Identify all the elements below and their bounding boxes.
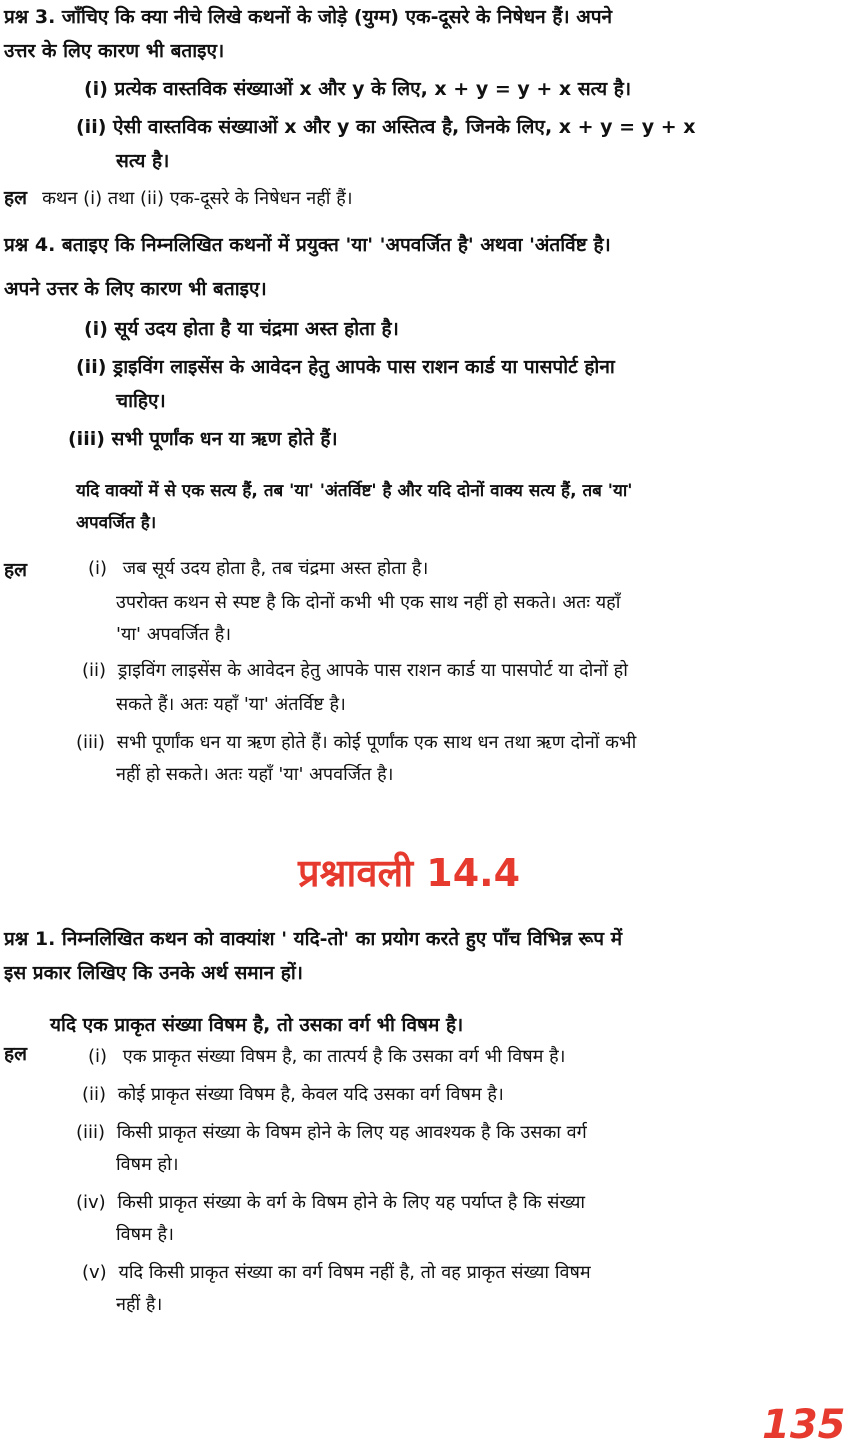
item-number: (i) bbox=[84, 318, 108, 340]
item-text: एक प्राकृत संख्या विषम है, का तात्पर्य है कि उसका वर्ग भी विषम है। bbox=[122, 1046, 566, 1067]
q4-item-1 bbox=[84, 314, 399, 344]
item-number: (iii) bbox=[76, 1122, 106, 1143]
item-text: यदि किसी प्राकृत संख्या का वर्ग विषम नहीं है, तो वह प्राकृत संख्या विषम bbox=[118, 1262, 591, 1283]
q4-solution-1-line2: उपरोक्त कथन से स्पष्ट है कि दोनों कभी भी एक साथ नहीं हो सकते। अतः यहाँ bbox=[116, 592, 621, 613]
item-number: (ii) bbox=[76, 356, 107, 378]
q4-item-2 bbox=[76, 352, 615, 382]
q4-note-line2: अपवर्जित है। bbox=[76, 513, 157, 533]
q4-solution-2-line2: सकते हैं। अतः यहाँ 'या' अंतर्विष्ट है। bbox=[116, 694, 346, 715]
e1-line1 bbox=[4, 924, 622, 954]
q3-line1 bbox=[4, 2, 612, 32]
solution-text: कथन (i) तथा (ii) एक-दूसरे के निषेधन नहीं हैं। bbox=[42, 188, 353, 209]
q3-text-line2: उत्तर के लिए कारण भी बताइए। bbox=[4, 40, 225, 62]
q3-item-2-line2: सत्य है। bbox=[116, 150, 170, 172]
item-number: (i) bbox=[84, 78, 108, 100]
q3-label: प्रश्न 3. bbox=[4, 6, 56, 28]
e1-solution-3 bbox=[76, 1118, 587, 1148]
item-text: जब सूर्य उदय होता है, तब चंद्रमा अस्त होता है। bbox=[122, 558, 429, 579]
item-number: (i) bbox=[88, 558, 108, 579]
item-number: (iii) bbox=[76, 732, 106, 753]
item-text: कोई प्राकृत संख्या विषम है, केवल यदि उसका वर्ग विषम है। bbox=[117, 1084, 504, 1105]
item-text: किसी प्राकृत संख्या के वर्ग के विषम होने के लिए यह पर्याप्त है कि संख्या bbox=[117, 1192, 586, 1213]
q4-label: प्रश्न 4. bbox=[4, 234, 56, 256]
q4-solution-1-line3: 'या' अपवर्जित है। bbox=[116, 624, 232, 645]
item-number: (ii) bbox=[82, 1084, 107, 1105]
e1-label: प्रश्न 1. bbox=[4, 928, 56, 950]
item-text: ड्राइविंग लाइसेंस के आवेदन हेतु आपके पास राशन कार्ड या पासपोर्ट होना bbox=[113, 356, 615, 378]
item-number: (v) bbox=[82, 1262, 107, 1283]
item-text: ऐसी वास्तविक संख्याओं x और y का अस्तित्व है, जिनके लिए, x + y = y + x bbox=[113, 116, 696, 138]
q3-item-1 bbox=[84, 74, 631, 104]
q3-item-2 bbox=[76, 112, 696, 142]
item-text: किसी प्राकृत संख्या के विषम होने के लिए यह आवश्यक है कि उसका वर्ग bbox=[116, 1122, 587, 1143]
q4-solution-3 bbox=[76, 728, 636, 758]
solution-label: हल bbox=[4, 187, 27, 209]
q3-text-line1: जाँचिए कि क्या नीचे लिखे कथनों के जोड़े (युग्म) एक-दूसरे के निषेधन हैं। अपने bbox=[61, 6, 613, 28]
q4-solution-label: हल bbox=[4, 559, 27, 581]
q3-solution bbox=[4, 184, 353, 214]
q4-solution-2 bbox=[82, 656, 628, 686]
q4-line1 bbox=[4, 230, 611, 260]
item-text: प्रत्येक वास्तविक संख्याओं x और y के लिए, x + y = y + x सत्य है। bbox=[114, 78, 632, 100]
e1-solution-4-line2: विषम है। bbox=[116, 1224, 174, 1245]
item-number: (ii) bbox=[76, 116, 107, 138]
item-number: (i) bbox=[88, 1046, 108, 1067]
e1-text-line1: निम्नलिखित कथन को वाक्यांश ' यदि-तो' का प्रयोग करते हुए पाँच विभिन्न रूप में bbox=[61, 928, 623, 950]
e1-text-line2: इस प्रकार लिखिए कि उनके अर्थ समान हों। bbox=[4, 962, 303, 984]
item-number: (iii) bbox=[68, 428, 105, 450]
q4-item-2-line2: चाहिए। bbox=[116, 390, 166, 412]
item-text: ड्राइविंग लाइसेंस के आवेदन हेतु आपके पास राशन कार्ड या पासपोर्ट या दोनों हो bbox=[117, 660, 628, 681]
item-number: (ii) bbox=[82, 660, 107, 681]
item-number: (iv) bbox=[76, 1192, 106, 1213]
e1-statement: यदि एक प्राकृत संख्या विषम है, तो उसका वर्ग भी विषम है। bbox=[50, 1014, 464, 1036]
q4-solution-1 bbox=[88, 554, 428, 584]
e1-solution-4 bbox=[76, 1188, 585, 1218]
item-text: सभी पूर्णांक धन या ऋण होते हैं। bbox=[111, 428, 338, 450]
e1-solution-label: हल bbox=[4, 1043, 27, 1065]
e1-solution-1 bbox=[88, 1042, 565, 1072]
q4-text-line2: अपने उत्तर के लिए कारण भी बताइए। bbox=[4, 278, 267, 300]
q4-text-line1: बताइए कि निम्नलिखित कथनों में प्रयुक्त 'या' 'अपवर्जित है' अथवा 'अंतर्विष्ट है। bbox=[61, 234, 611, 256]
item-text: सूर्य उदय होता है या चंद्रमा अस्त होता है। bbox=[114, 318, 399, 340]
exercise-heading: प्रश्नावली 14.4 bbox=[298, 851, 521, 895]
q4-solution-3-line2: नहीं हो सकते। अतः यहाँ 'या' अपवर्जित है। bbox=[116, 764, 394, 785]
item-text: सभी पूर्णांक धन या ऋण होते हैं। कोई पूर्णांक एक साथ धन तथा ऋण दोनों कभी bbox=[116, 732, 637, 753]
q4-item-3 bbox=[68, 424, 338, 454]
e1-solution-3-line2: विषम हो। bbox=[116, 1154, 179, 1175]
page-number: 135 bbox=[762, 1402, 846, 1448]
q4-note-line1: यदि वाक्यों में से एक सत्य हैं, तब 'या' 'अंतर्विष्ट' है और यदि दोनों वाक्य सत्य हैं, तब 'या' bbox=[76, 481, 633, 501]
e1-solution-2 bbox=[82, 1080, 504, 1110]
e1-solution-5-line2: नहीं है। bbox=[116, 1294, 163, 1315]
e1-solution-5 bbox=[82, 1258, 591, 1288]
